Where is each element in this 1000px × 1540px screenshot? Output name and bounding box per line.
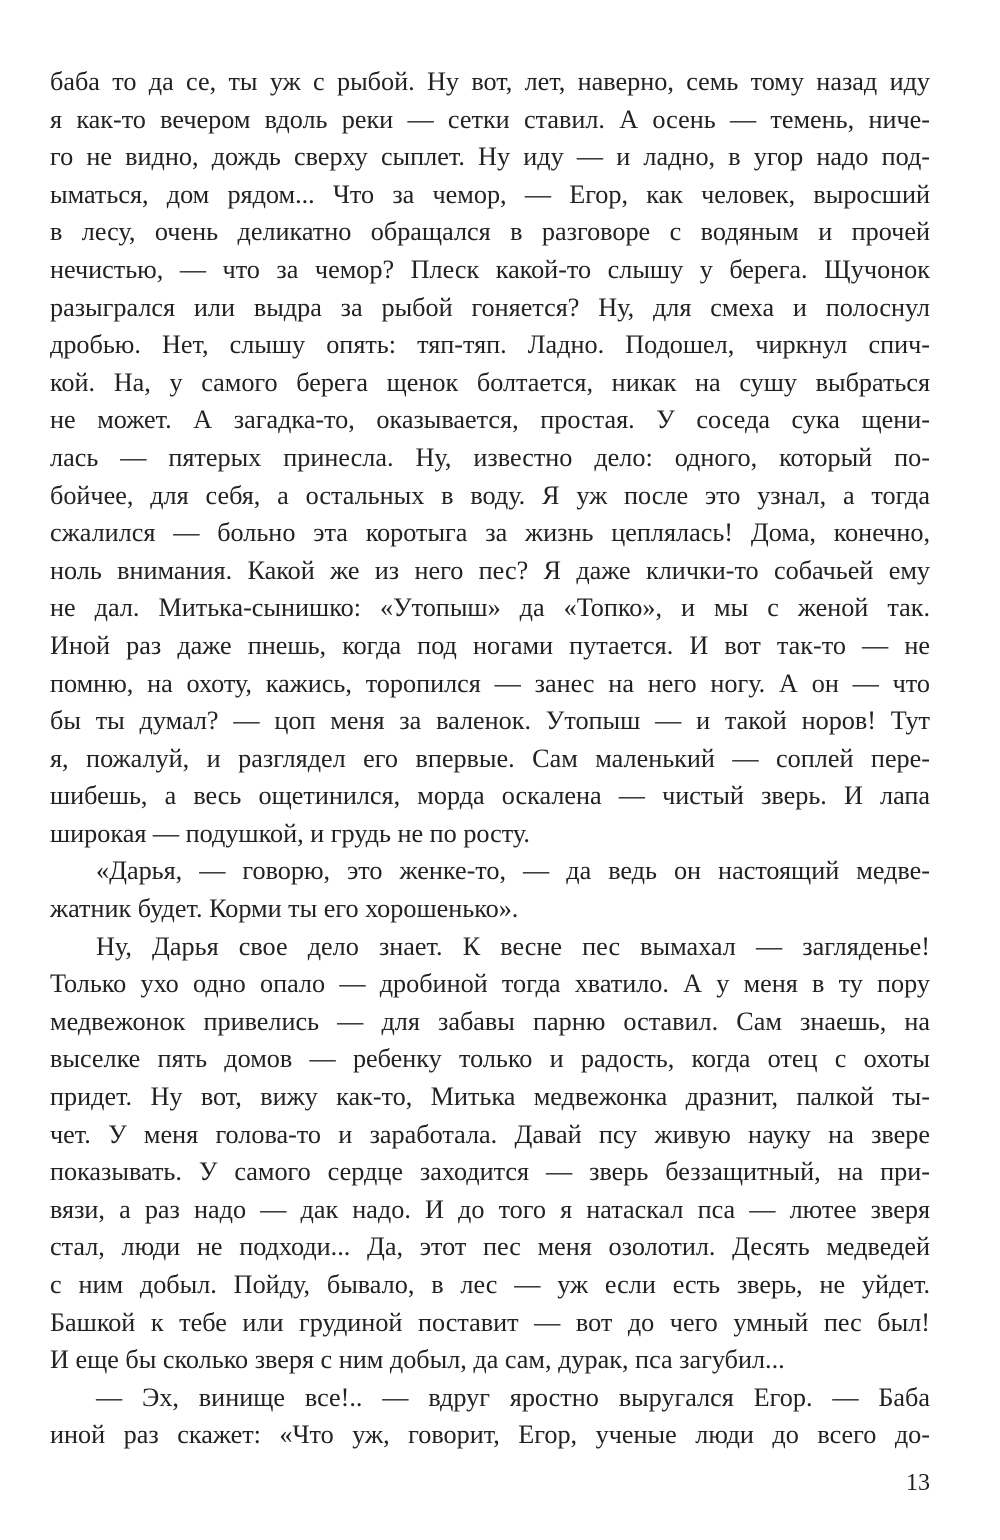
text-line: жатник будет. Корми ты его хорошенько». — [50, 894, 519, 924]
text-line: стал, люди не подходи... Да, этот пес меня озолотил. Десять медведей — [50, 1232, 930, 1262]
text-line: помню, на охоту, кажись, торопился — занес на него ногу. А он — что — [50, 668, 930, 698]
text-line: бойчее, для себя, а остальных в воду. Я уж после это узнал, а тогда — [50, 480, 930, 510]
text-line: придет. Ну вот, вижу как-то, Митька медвежонка дразнит, палкой ты- — [50, 1082, 930, 1112]
text-line: — Эх, винище все!.. — вдруг яростно выругался Егор. — Баба — [96, 1382, 930, 1412]
text-line: выселке пять домов — ребенку только и радость, когда отец с охоты — [50, 1044, 930, 1074]
text-line: го не видно, дождь сверху сыплет. Ну иду — и ладно, в угор надо под- — [50, 142, 930, 172]
text-line: широкая — подушкой, и грудь не по росту. — [50, 818, 530, 848]
text-line: лась — пятерых принесла. Ну, известно дело: одного, который по- — [50, 442, 930, 472]
text-line: баба то да се, ты уж с рыбой. Ну вот, лет, наверно, семь тому назад иду — [50, 67, 930, 96]
text-line: в лесу, очень деликатно обращался в разговоре с водяным и прочей — [50, 217, 930, 247]
text-line: не дал. Митька-сынишко: «Утопыш» да «Топко», и мы с женой так. — [50, 593, 930, 623]
text-line: с ним добыл. Пойду, бывало, в лес — уж если есть зверь, не уйдет. — [50, 1270, 930, 1299]
text-line: нечистью, — что за чемор? Плеск какой-то слышу у берега. Щучонок — [50, 254, 930, 284]
text-line: кой. На, у самого берега щенок болтается, никак на сушу выбраться — [50, 367, 930, 397]
text-line: медвежонок привелись — для забавы парню оставил. Сам знаешь, на — [50, 1006, 930, 1036]
text-line: не может. А загадка-то, оказывается, простая. У соседа сука щени- — [50, 405, 930, 435]
text-line: вязи, а раз надо — дак надо. И до того я натаскал пса — лютее зверя — [50, 1194, 930, 1224]
text-line: я, пожалуй, и разглядел его впервые. Сам маленький — соплей пере- — [50, 743, 930, 773]
text-line: И еще бы сколько зверя с ним добыл, да сам, дурак, пса загубил... — [50, 1345, 785, 1375]
text-line: ыматься, дом рядом... Что за чемор, — Егор, как человек, выросший — [50, 179, 930, 209]
page-number: 13 — [906, 1470, 930, 1496]
text-line: бы ты думал? — цоп меня за валенок. Утопыш — и такой норов! Тут — [50, 706, 930, 736]
text-line: чет. У меня голова-то и заработала. Давай псу живую науку на звере — [50, 1119, 930, 1149]
text-line: Башкой к тебе или грудиной поставит — вот до чего умный пес был! — [50, 1307, 930, 1337]
body-text — [50, 63, 930, 1454]
text-line: сжалился — больно эта коротыга за жизнь цеплялась! Дома, конечно, — [50, 518, 930, 548]
text-line: разыгрался или выдра за рыбой гоняется? Ну, для смеха и полоснул — [50, 292, 930, 322]
text-line: показывать. У самого сердце заходится — зверь беззащитный, на при- — [50, 1157, 930, 1187]
text-line: Только ухо одно опало — дробиной тогда хватило. А у меня в ту пору — [50, 969, 930, 999]
text-line: дробью. Нет, слышу опять: тяп-тяп. Ладно. Подошел, чиркнул спич- — [50, 330, 930, 360]
text-line: ноль внимания. Какой же из него пес? Я даже клички-то собачьей ему — [50, 555, 930, 585]
text-line: иной раз скажет: «Что уж, говорит, Егор, ученые люди до всего до- — [50, 1420, 930, 1450]
text-line: шибешь, а весь ощетинился, морда оскалена — чистый зверь. И лапа — [50, 781, 930, 811]
text-line: «Дарья, — говорю, это женке-то, — да ведь он настоящий медве- — [96, 856, 930, 886]
text-line: Ну, Дарья свое дело знает. К весне пес вымахал — загляденье! — [96, 931, 930, 961]
text-line: я как-то вечером вдоль реки — сетки ставил. А осень — темень, ниче- — [50, 104, 930, 134]
text-line: Иной раз даже пнешь, когда под ногами путается. И вот так-то — не — [50, 630, 930, 660]
